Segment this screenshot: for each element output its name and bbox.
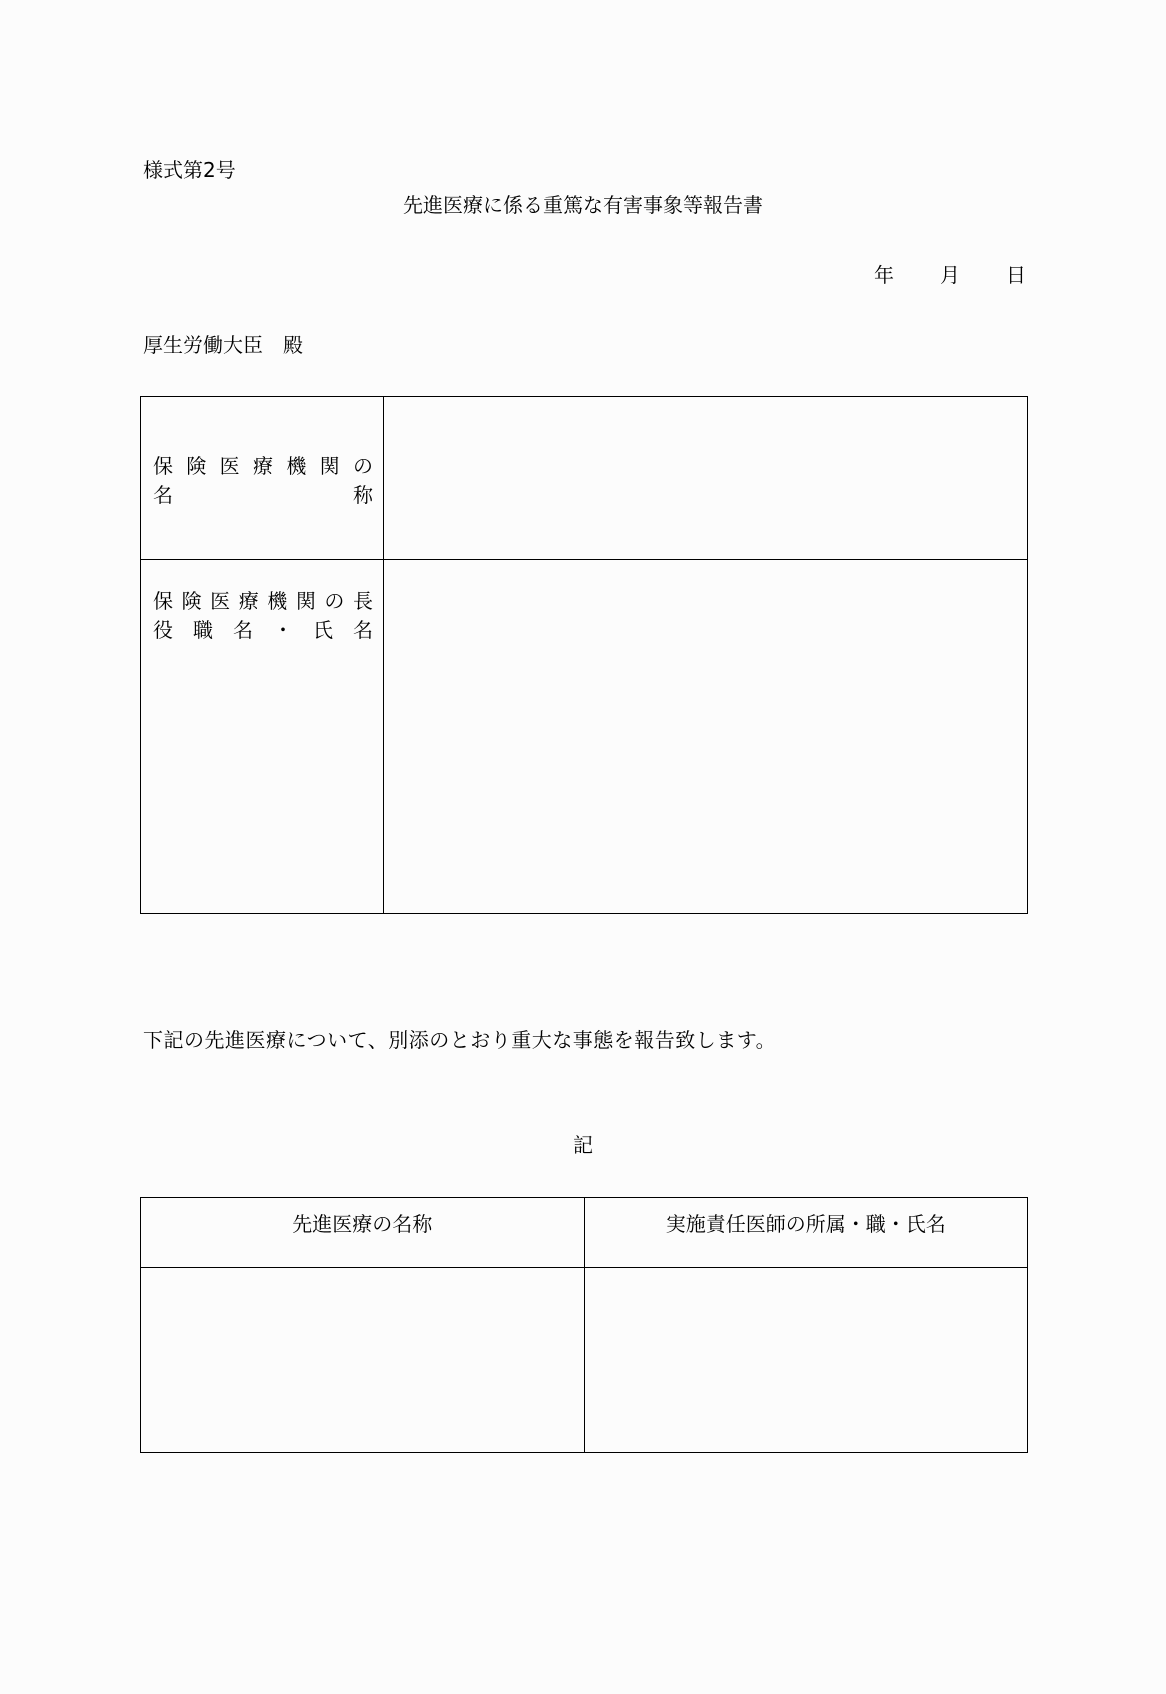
date-month-label: 月 [940, 263, 960, 287]
label-char: 関 [295, 589, 316, 613]
table-row [141, 1268, 1028, 1453]
ki-heading: 記 [573, 1133, 593, 1157]
label-char: の [352, 454, 373, 478]
table-row [141, 560, 1028, 914]
treatment-table [140, 1197, 1028, 1453]
label-char: 氏 [313, 618, 333, 642]
label-char: 険 [186, 454, 207, 478]
form-number: 様式第2号 [143, 158, 236, 182]
table-row [141, 397, 1028, 560]
institution-table [140, 396, 1028, 914]
institution-head-label [141, 560, 384, 914]
label-char: 療 [238, 589, 259, 613]
document-title: 先進医療に係る重篤な有害事象等報告書 [403, 193, 763, 217]
label-char: 険 [181, 589, 202, 613]
label-char: 保 [153, 589, 173, 613]
addressee: 厚生労働大臣 殿 [143, 333, 303, 357]
label-char: の [324, 589, 345, 613]
date-day-label: 日 [1006, 263, 1026, 287]
treatment-name-header: 先進医療の名称 [141, 1198, 585, 1268]
table-header-row [141, 1198, 1028, 1268]
label-char: 長 [352, 589, 373, 613]
label-char: 医 [219, 454, 240, 478]
institution-head-field[interactable] [384, 560, 1028, 914]
report-statement: 下記の先進医療について、別添のとおり重大な事態を報告致します。 [143, 1028, 777, 1052]
label-char: 称 [353, 483, 373, 507]
label-char: 役 [153, 618, 173, 642]
institution-name-field[interactable] [384, 397, 1028, 560]
institution-name-label [141, 397, 384, 560]
date-year-label: 年 [874, 263, 894, 287]
label-char: 療 [252, 454, 273, 478]
label-char: ・ [273, 618, 293, 642]
label-char: 職 [193, 618, 213, 642]
label-char: 保 [153, 454, 173, 478]
label-char: 関 [319, 454, 340, 478]
label-char: 名 [353, 618, 373, 642]
responsible-physician-header: 実施責任医師の所属・職・氏名 [584, 1198, 1028, 1268]
label-char: 名 [233, 618, 253, 642]
treatment-name-field[interactable] [141, 1268, 585, 1453]
label-char: 機 [286, 454, 307, 478]
label-char: 機 [267, 589, 288, 613]
label-char: 名 [153, 483, 173, 507]
label-char: 医 [210, 589, 231, 613]
responsible-physician-field[interactable] [584, 1268, 1028, 1453]
